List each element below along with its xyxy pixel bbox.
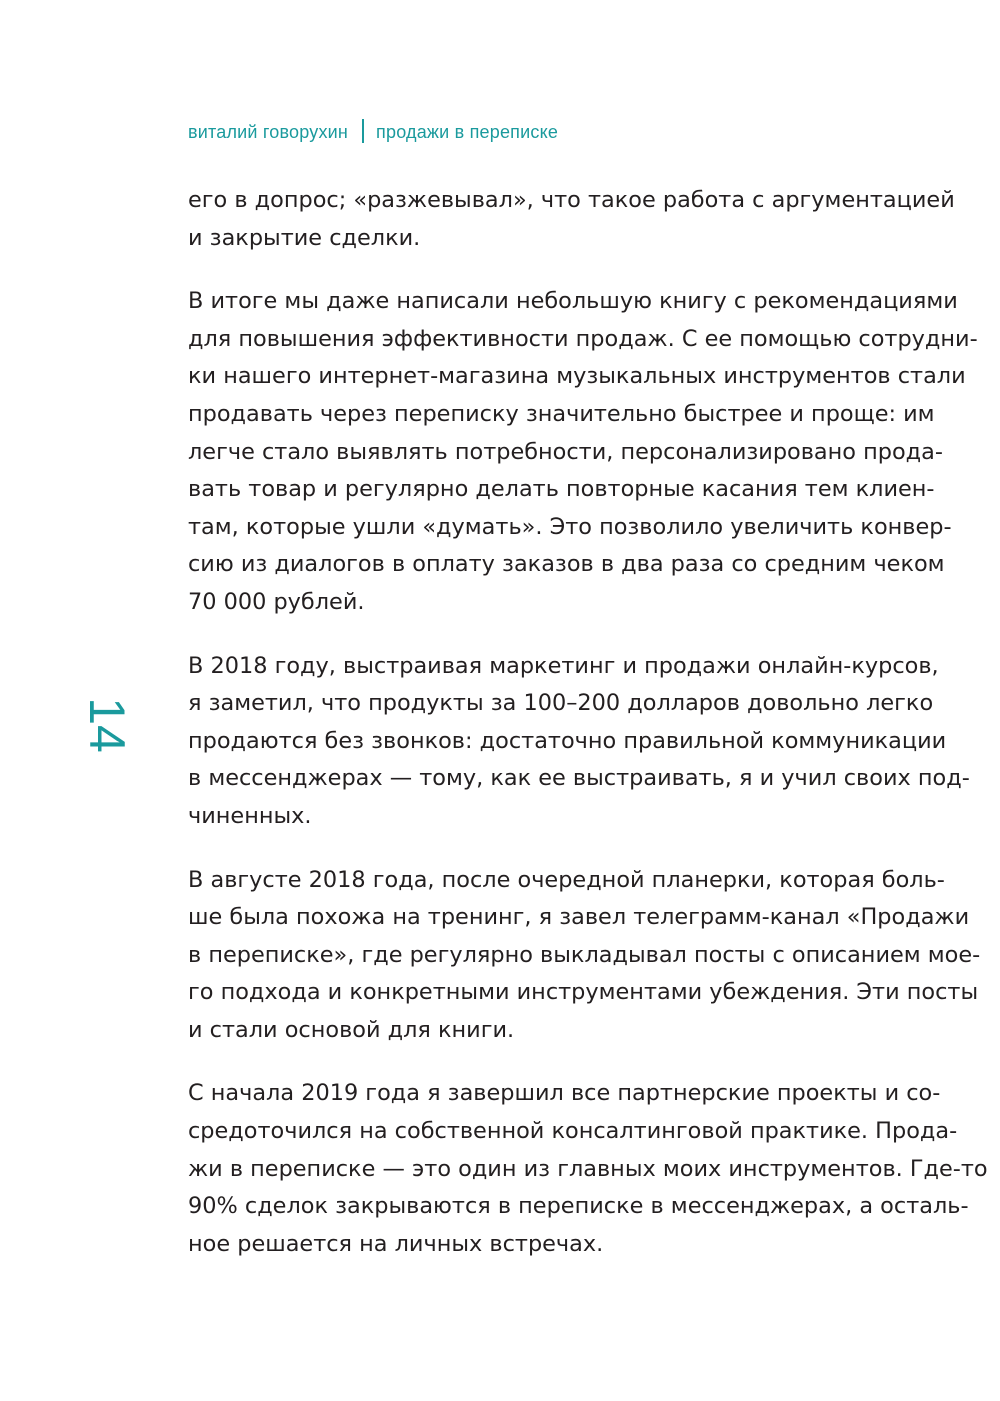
paragraph <box>188 283 978 621</box>
header-separator <box>362 119 364 143</box>
text-line: В итоге мы даже написали небольшую книгу с рекомендациями <box>188 288 958 315</box>
text-line: для повышения эффективности продаж. С ее помощью сотрудни- <box>188 325 978 352</box>
text-line: вать товар и регулярно делать повторные касания тем клиен- <box>188 476 935 503</box>
text-line: продаются без звонков: достаточно правильной коммуникации <box>188 727 947 754</box>
text-line: В августе 2018 года, после очередной планерки, которая боль- <box>188 866 945 893</box>
text-line: его в допрос; «разжевывал», что такое работа с аргументацией <box>188 187 955 213</box>
text-line: ное решается на личных встречах. <box>188 1230 604 1257</box>
text-line: чиненных. <box>188 802 312 829</box>
text-line: там, которые ушли «думать». Это позволило увеличить конвер- <box>188 513 952 540</box>
text-line: средоточился на собственной консалтинговой практике. Прода- <box>188 1118 958 1145</box>
text-line: ки нашего интернет-магазина музыкальных инструментов стали <box>188 363 966 390</box>
text-line: легче стало выявлять потребности, персонализировано прода- <box>188 438 943 465</box>
text-line: и стали основой для книги. <box>188 1016 515 1043</box>
text-line: го подхода и конкретными инструментами убеждения. Эти посты <box>188 979 979 1006</box>
paragraph <box>188 648 970 836</box>
text-line: в переписке», где регулярно выкладывал посты с описанием мое- <box>188 941 981 968</box>
text-line: продавать через переписку значительно быстрее и проще: им <box>188 400 935 427</box>
paragraph <box>188 862 981 1050</box>
paragraph <box>188 182 955 257</box>
text-line: ше была похожа на тренинг, я завел телеграмм-канал «Продажи <box>188 904 970 931</box>
text-line: сию из диалогов в оплату заказов в два раза со средним чеком <box>188 551 945 578</box>
text-line: В 2018 году, выстраивая маркетинг и продажи онлайн-курсов, <box>188 652 939 679</box>
running-header <box>188 119 558 143</box>
paragraph <box>188 1075 988 1263</box>
body-text <box>188 182 988 1289</box>
text-line: в мессенджерах — тому, как ее выстраивать, я и учил своих под- <box>188 765 970 792</box>
text-line: я заметил, что продукты за 100–200 долларов довольно легко <box>188 690 934 717</box>
text-line: 90% сделок закрываются в переписке в мессенджерах, а осталь- <box>188 1193 969 1220</box>
text-line: и закрытие сделки. <box>188 224 421 251</box>
text-line: жи в переписке — это один из главных моих инструментов. Где-то <box>188 1155 988 1182</box>
page-number: 14 <box>79 697 135 753</box>
header-book-title: продажи в переписке <box>376 122 559 142</box>
text-line: С начала 2019 года я завершил все партнерские проекты и со- <box>188 1080 941 1107</box>
header-author: виталий говорухин <box>188 122 349 142</box>
text-line: 70 000 рублей. <box>188 588 365 615</box>
